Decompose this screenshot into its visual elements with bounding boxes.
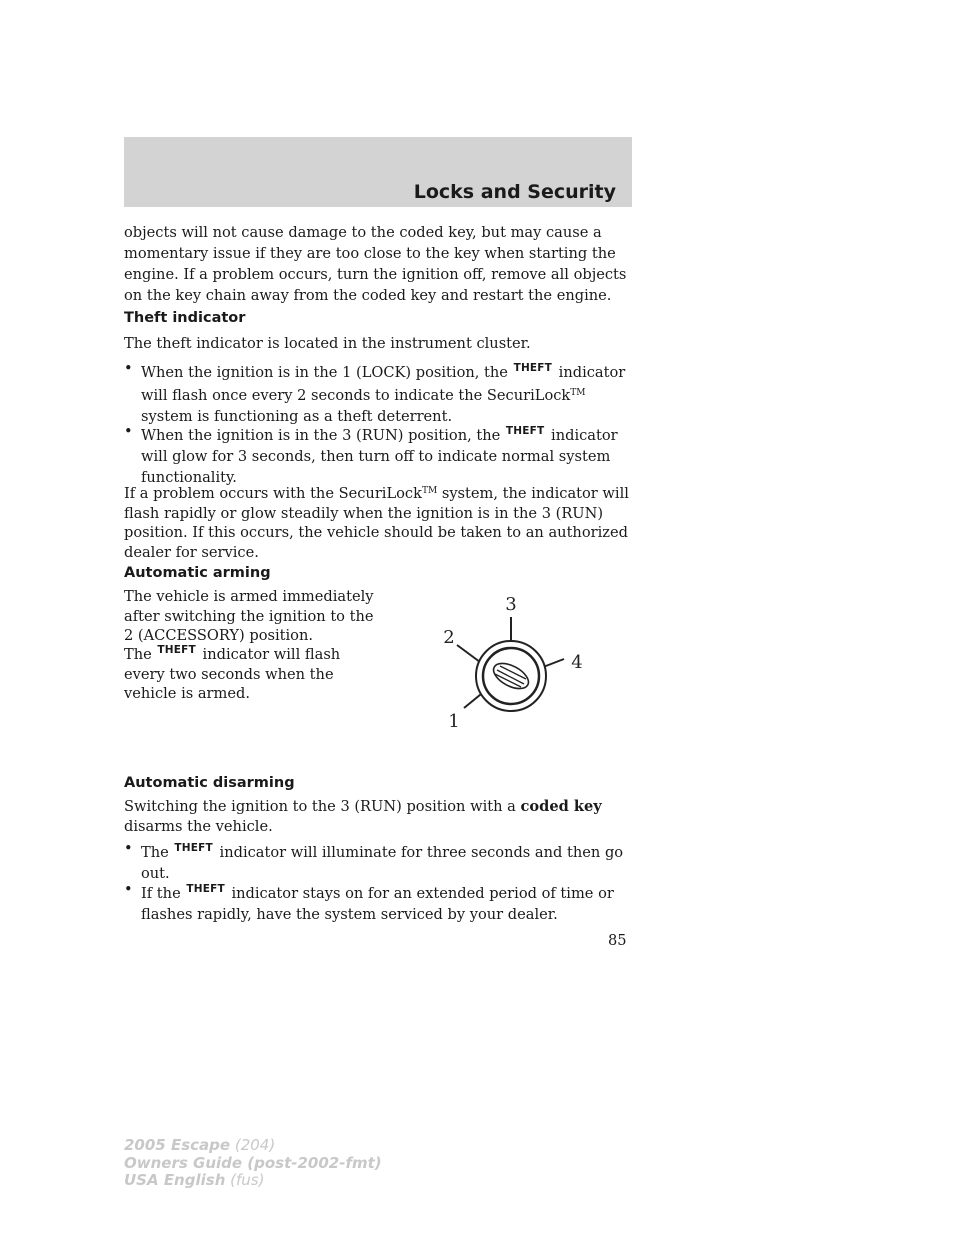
coded-key-emphasis: coded key	[520, 798, 602, 815]
bullet-dot: •	[124, 360, 133, 377]
footer-model-code: (204)	[230, 1136, 276, 1154]
text-run: disarms the vehicle.	[124, 817, 273, 835]
position-label-3: 3	[505, 594, 517, 615]
problem-paragraph	[124, 482, 636, 562]
text-run: When the ignition is in the 3 (RUN) position, the	[141, 427, 505, 444]
bullet-dot: •	[124, 840, 133, 857]
text-run: system, the indicator will flash rapidly or glow steadily when the ignition is in the 3 (RUN) position. If this occurs, the vehicle should be taken to an authorized dealer for service.	[124, 485, 629, 561]
footer-line-language	[124, 1172, 382, 1190]
text-run: The	[124, 646, 157, 663]
text-run: indicator will flash once every 2 seconds to indicate the SecuriLock	[141, 364, 626, 404]
text-run: system is functioning as a theft deterrent.	[141, 408, 453, 425]
text-run: If a problem occurs with the SecuriLock	[124, 485, 422, 502]
text-run: indicator will glow for 3 seconds, then turn off to indicate normal system functionality.	[141, 427, 618, 486]
footer-line-model	[124, 1137, 382, 1155]
section-title: Locks and Security	[413, 181, 616, 203]
footer-guide: Owners Guide (post-2002-fmt)	[124, 1153, 382, 1172]
theft-symbol: THEFT	[505, 425, 545, 437]
text-run: Switching the ignition to the 3 (RUN) position with a	[124, 798, 521, 815]
theft-symbol: THEFT	[513, 362, 553, 374]
intro-paragraph: objects will not cause damage to the coded key, but may cause a momentary issue if they are too close to the key when starting the engine. If a problem occurs, turn the ignition off, remove all objects on the key chain away from the coded key and restart the engine.	[124, 224, 627, 304]
theft-indicator-heading: Theft indicator	[124, 310, 246, 326]
arming-paragraph: The vehicle is armed immediately after switching the ignition to the 2 (ACCESSORY) position.	[124, 588, 374, 644]
document-footer	[124, 1137, 382, 1190]
text-run: indicator stays on for an extended period of time or flashes rapidly, have the system serviced by your dealer.	[141, 885, 614, 923]
text-run: indicator will illuminate for three seconds and then go out.	[141, 844, 624, 882]
bullet-text	[141, 358, 636, 427]
trademark-symbol: TM	[570, 388, 586, 398]
position-label-2: 2	[443, 627, 455, 648]
theft-symbol: THEFT	[174, 842, 213, 854]
footer-language-code: (fus)	[225, 1171, 265, 1189]
ignition-inner-ring	[483, 648, 539, 704]
theft-symbol: THEFT	[157, 644, 196, 656]
trademark-symbol: TM	[421, 486, 438, 496]
position-label-4: 4	[571, 652, 583, 673]
bullet-text	[141, 838, 636, 884]
text-run: indicator will flash every two seconds when the vehicle is armed.	[124, 646, 341, 702]
bullet-dot: •	[124, 423, 133, 440]
text-run: When the ignition is in the 1 (LOCK) position, the	[141, 364, 513, 381]
arming-indicator-paragraph	[124, 641, 382, 704]
footer-model: 2005 Escape	[124, 1136, 231, 1154]
automatic-arming-heading: Automatic arming	[124, 565, 271, 581]
bullet-dot: •	[124, 881, 133, 898]
bullet-text	[141, 879, 636, 925]
disarming-paragraph	[124, 797, 636, 836]
bullet-text	[141, 421, 636, 488]
theft-symbol: THEFT	[186, 883, 225, 895]
text-run: If the	[141, 885, 186, 902]
automatic-disarming-heading: Automatic disarming	[124, 775, 295, 791]
footer-language: USA English	[124, 1171, 226, 1189]
page-number: 85	[608, 932, 627, 949]
theft-indicator-intro: The theft indicator is located in the instrument cluster.	[124, 335, 531, 352]
text-run: The	[141, 844, 174, 861]
ignition-switch-diagram	[426, 588, 606, 748]
position-label-1: 1	[448, 711, 460, 732]
section-header-band	[124, 137, 632, 207]
